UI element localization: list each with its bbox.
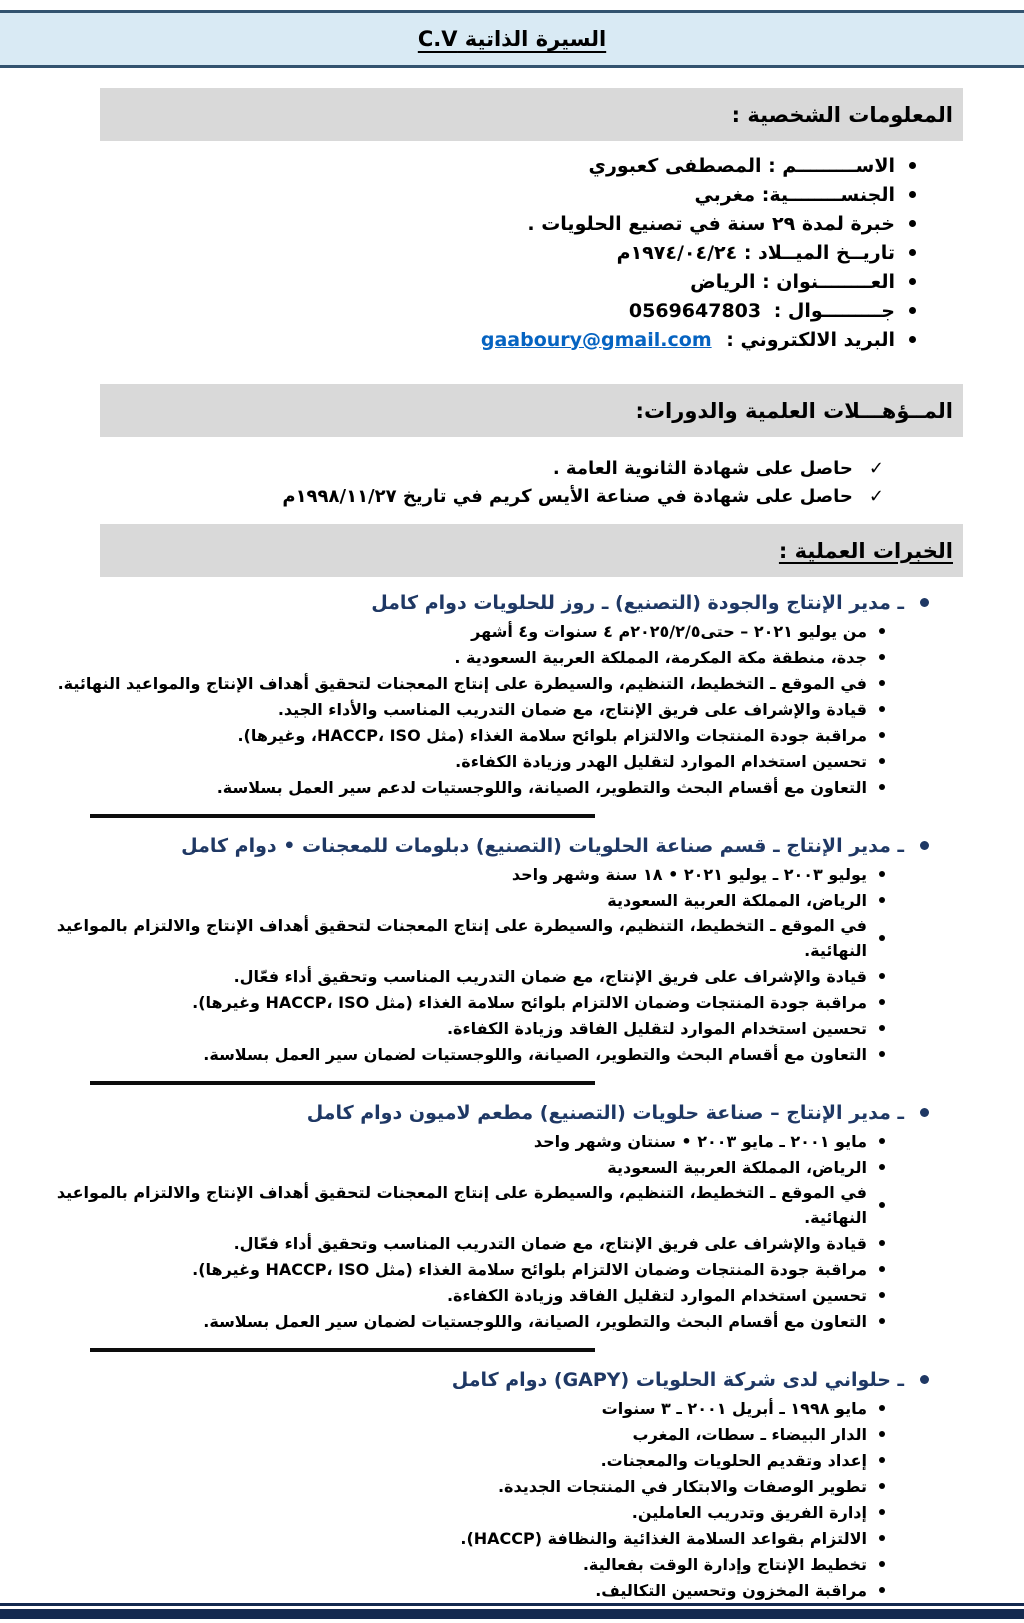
job-bullet-text: في الموقع ـ التخطيط، التنظيم، والسيطرة على إنتاج المعجنات لتحقيق أهداف الإنتاج والالتزام بالمواعيد النهائية. [56,916,867,960]
personal-list-item [0,325,916,354]
job-bullet-text: إدارة الفريق وتدريب العاملين. [631,1502,867,1522]
job-bullet-item [0,1577,885,1603]
job-title-row [0,1366,929,1393]
section-header-experience-label: الخبرات العملية : [778,538,953,563]
email-link[interactable]: gaaboury@gmail.com [480,328,712,351]
section-divider [90,814,595,818]
job-bullet-text: التعاون مع أقسام البحث والتطوير، الصيانة، واللوجستيات لدعم سير العمل بسلاسة. [216,777,867,797]
job-bullet-item [0,861,885,887]
bullet-icon [879,706,885,712]
job-bullet-item [0,1447,885,1473]
bullet-icon [879,1051,885,1057]
job-title: ـ مدير الإنتاج – صناعة حلويات (التصنيع) مطعم لاميون دوام كامل [306,1101,904,1124]
job-bullet-text: قيادة والإشراف على فريق الإنتاج، مع ضمان التدريب المناسب وتحقيق أداء فعّال. [233,966,867,986]
job-bullet-item [0,1282,885,1308]
bullet-icon [879,654,885,660]
bullet-icon [920,841,929,850]
phone-number: 0569647803 [628,299,762,322]
job-bullet-item [0,989,885,1015]
job-bullet-text: جدة، منطقة مكة المكرمة، المملكة العربية السعودية . [454,647,867,667]
qualification-text: حاصل على شهادة في صناعة الأيس كريم في تاريخ ١٩٩٨/١١/٢٧م [282,485,853,507]
job-bullet-item [0,1421,885,1447]
bullet-icon [879,1266,885,1272]
section-divider [90,1081,595,1085]
job-bullet-text: مايو ٢٠٠١ ـ مايو ٢٠٠٣ • سنتان وشهر واحد [533,1131,867,1151]
job-bullet-item [0,963,885,989]
bullet-icon [879,680,885,686]
job-bullet-text: قيادة والإشراف على فريق الإنتاج، مع ضمان التدريب المناسب والأداء الجيد. [277,699,867,719]
job-bullet-item [0,1230,885,1256]
bullet-icon [909,162,916,169]
job-bullet-item [0,1015,885,1041]
bullet-icon [909,278,916,285]
bullet-icon [879,732,885,738]
personal-item-text: الجنســــــــية: مغربي [694,183,895,206]
job-bullet-text: مراقبة جودة المنتجات وضمان الالتزام بلوائح سلامة الغذاء (مثل HACCP، ISO وغيرها). [192,1259,867,1279]
job-bullet-text: قيادة والإشراف على فريق الإنتاج، مع ضمان التدريب المناسب وتحقيق أداء فعّال. [233,1233,867,1253]
bullet-icon [879,935,885,941]
job-bullet-list [0,618,885,800]
bullet-icon [920,1108,929,1117]
personal-list-item [0,267,916,296]
job-title: ـ مدير الإنتاج ـ قسم صناعة الحلويات (التصنيع) دبلومات للمعجنات • دوام كامل [181,834,904,857]
job-bullet-text: تحسين استخدام الموارد لتقليل الهدر وزيادة الكفاءة. [455,751,867,771]
job-bullet-text: تخطيط الإنتاج وإدارة الوقت بفعالية. [582,1554,867,1574]
job-bullet-item [0,1041,885,1067]
job-bullet-item [0,887,885,913]
job-bullet-item [0,1395,885,1421]
personal-item-text: الاســـــــــم : المصطفى كعبوري [588,154,895,177]
job-bullet-list [0,1128,885,1334]
job-bullet-item [0,722,885,748]
qualification-item [0,454,884,482]
job-title: ـ مدير الإنتاج والجودة (التصنيع) ـ روز للحلويات دوام كامل [371,591,904,614]
footer-bar [0,1603,1024,1619]
personal-list-item [0,209,916,238]
job-bullet-item [0,774,885,800]
bullet-icon [879,1240,885,1246]
job-bullet-text: التعاون مع أقسام البحث والتطوير، الصيانة، واللوجستيات لضمان سير العمل بسلاسة. [203,1044,867,1064]
bullet-icon [879,1292,885,1298]
personal-item-text: خبرة لمدة ٢٩ سنة في تصنيع الحلويات . [527,212,895,235]
job-bullet-text: الرياض، المملكة العربية السعودية [607,1157,867,1177]
bullet-icon [879,1405,885,1411]
bullet-icon [909,249,916,256]
bullet-icon [879,1457,885,1463]
job-bullet-item [0,913,885,963]
job-bullet-text: الالتزام بقواعد السلامة الغذائية والنظافة (HACCP). [460,1528,867,1548]
experience-jobs-container [0,589,929,1603]
job-bullet-text: الرياض، المملكة العربية السعودية [607,890,867,910]
job-bullet-list [0,1395,885,1603]
phone-field-label: جـــــــــوال : [767,299,895,322]
footer-thick-bar [0,1609,1024,1619]
check-icon: ✓ [868,457,884,479]
bullet-icon [879,1025,885,1031]
qualifications-list [0,454,884,510]
cv-page [0,10,1024,1623]
bullet-icon [879,784,885,790]
job-bullet-item [0,1473,885,1499]
job-bullet-text: مايو ١٩٩٨ ـ أبريل ٢٠٠١ ـ ٣ سنوات [601,1398,867,1418]
bullet-icon [879,628,885,634]
section-header-qualifications [100,384,963,437]
job-title-row [0,832,929,859]
bullet-icon [879,1509,885,1515]
cv-title-banner [0,10,1024,68]
job-bullet-item [0,696,885,722]
email-field-label: البريد الالكتروني : [719,328,895,351]
personal-list [0,151,916,354]
bullet-icon [920,598,929,607]
job-bullet-item [0,1128,885,1154]
job-bullet-item [0,1154,885,1180]
section-header-qualifications-label: المــؤهـــلات العلمية والدورات: [635,398,953,423]
job-bullet-item [0,618,885,644]
job-bullet-item [0,1180,885,1230]
bullet-icon [879,1202,885,1208]
job-bullet-text: من يوليو ٢٠٢١ – حتى٢٠٢٥/٢/٥م ٤ سنوات و٤ أشهر [471,621,867,641]
qualification-text: حاصل على شهادة الثانوية العامة . [552,457,853,479]
job-bullet-text: تحسين استخدام الموارد لتقليل الفاقد وزيادة الكفاءة. [446,1018,867,1038]
job-bullet-text: الدار البيضاء ـ سطات، المغرب [632,1424,867,1444]
bullet-icon [879,1587,885,1593]
bullet-icon [879,871,885,877]
job-bullet-item [0,644,885,670]
job-bullet-text: التعاون مع أقسام البحث والتطوير، الصيانة، واللوجستيات لضمان سير العمل بسلاسة. [203,1311,867,1331]
bullet-icon [879,897,885,903]
bullet-icon [879,758,885,764]
job-title-row [0,589,929,616]
job-bullet-item [0,1256,885,1282]
personal-list-item [0,151,916,180]
job-bullet-list [0,861,885,1067]
bullet-icon [879,999,885,1005]
section-header-personal [100,88,963,141]
bullet-icon [879,1138,885,1144]
bullet-icon [879,1431,885,1437]
job-bullet-text: تطوير الوصفات والابتكار في المنتجات الجديدة. [497,1476,867,1496]
bullet-icon [909,336,916,343]
bullet-icon [879,973,885,979]
personal-item-text: تاريــخ الميــلاد : ١٩٧٤/٠٤/٢٤م [616,241,895,264]
job-bullet-text: يوليو ٢٠٠٣ ـ يوليو ٢٠٢١ • ١٨ سنة وشهر واحد [511,864,867,884]
bullet-icon [909,191,916,198]
job-title: ـ حلواني لدى شركة الحلويات (GAPY) دوام كامل [451,1368,904,1391]
job-title-row [0,1099,929,1126]
bullet-icon [909,307,916,314]
job-bullet-item [0,1525,885,1551]
section-divider [90,1348,595,1352]
personal-list-item [0,238,916,267]
check-icon: ✓ [868,485,884,507]
job-bullet-item [0,1499,885,1525]
job-bullet-text: في الموقع ـ التخطيط، التنظيم، والسيطرة على إنتاج المعجنات لتحقيق أهداف الإنتاج والالتزام بالمواعيد النهائية. [56,1183,867,1227]
personal-list-item [0,180,916,209]
job-bullet-text: إعداد وتقديم الحلويات والمعجنات. [600,1450,867,1470]
job-bullet-item [0,1308,885,1334]
qualification-item [0,482,884,510]
bullet-icon [879,1164,885,1170]
job-bullet-text: تحسين استخدام الموارد لتقليل الفاقد وزيادة الكفاءة. [446,1285,867,1305]
job-bullet-item [0,748,885,774]
bullet-icon [879,1318,885,1324]
personal-list-item [0,296,916,325]
job-bullet-text: مراقبة المخزون وتحسين التكاليف. [595,1580,867,1600]
job-bullet-item [0,1551,885,1577]
job-bullet-item [0,670,885,696]
job-bullet-text: مراقبة جودة المنتجات والالتزام بلوائح سلامة الغذاء (مثل HACCP، ISO، وغيرها). [237,725,867,745]
page-title: السيرة الذاتية C.V [417,27,607,51]
bullet-icon [909,220,916,227]
bullet-icon [879,1535,885,1541]
job-bullet-text: مراقبة جودة المنتجات وضمان الالتزام بلوائح سلامة الغذاء (مثل HACCP، ISO وغيرها). [192,992,867,1012]
section-header-personal-label: المعلومات الشخصية : [731,102,953,127]
bullet-icon [879,1483,885,1489]
personal-item-text: العــــــــنوان : الرياض [690,270,895,293]
bullet-icon [879,1561,885,1567]
section-header-experience [100,524,963,577]
job-bullet-text: في الموقع ـ التخطيط، التنظيم، والسيطرة على إنتاج المعجنات لتحقيق أهداف الإنتاج والمواعيد النهائية. [57,673,867,693]
bullet-icon [920,1375,929,1384]
